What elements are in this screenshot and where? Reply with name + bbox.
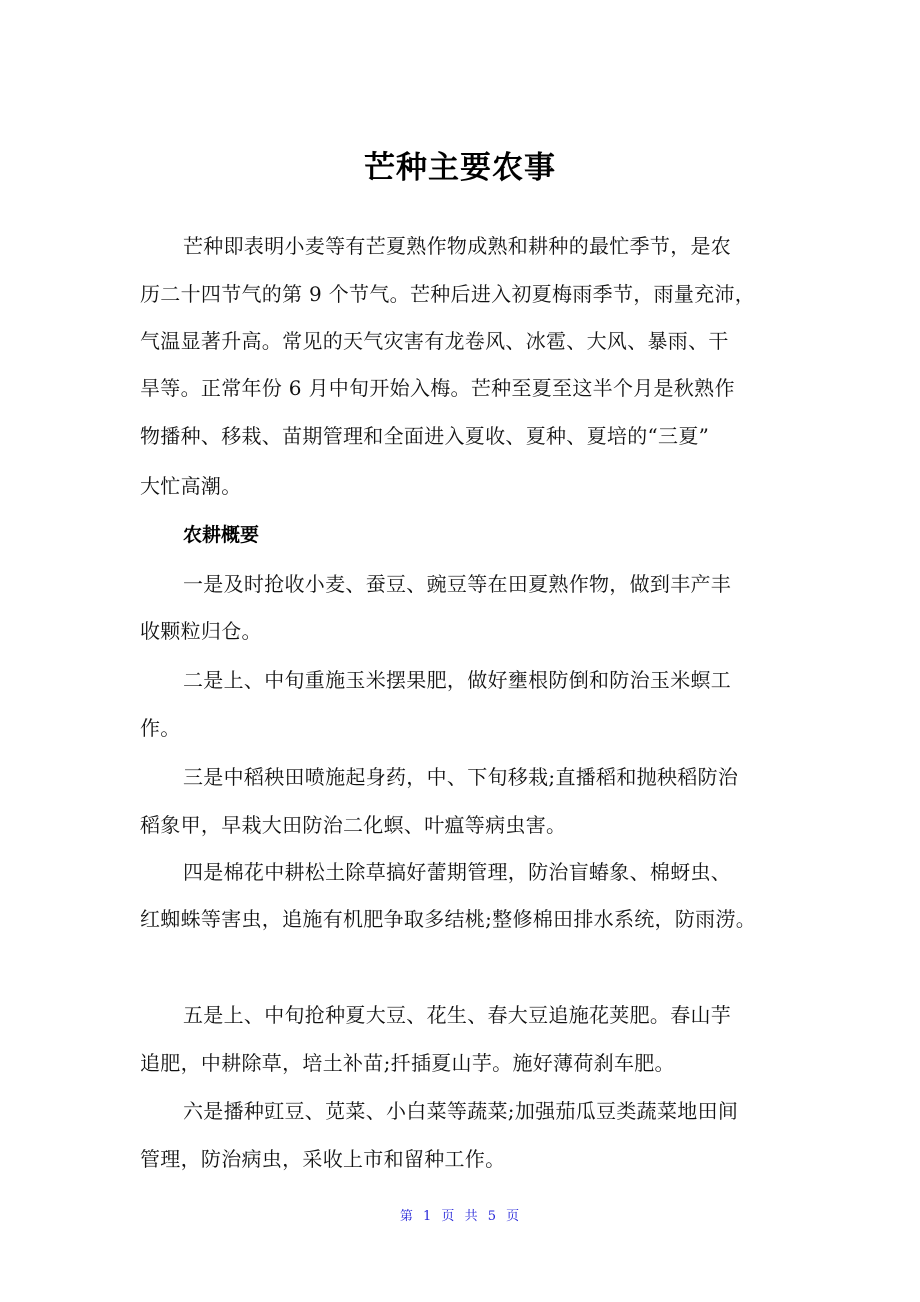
intro-line: 芒种即表明小麦等有芒夏熟作物成熟和耕种的最忙季节，是农: [183, 234, 732, 258]
page-prefix: 第: [399, 1209, 414, 1224]
item-line: 稻象甲，早栽大田防治二化螟、叶瘟等病虫害。: [140, 813, 567, 837]
item-line: 二是上、中旬重施玉米摆果肥，做好壅根防倒和防治玉米螟工: [183, 668, 732, 692]
item-line: 管理，防治病虫，采收上市和留种工作。: [140, 1147, 506, 1171]
item-line: 六是播种豇豆、苋菜、小白菜等蔬菜;加强茄瓜豆类蔬菜地田间: [183, 1099, 739, 1123]
item-line: 收颗粒归仓。: [140, 619, 262, 643]
item-line: 追肥，中耕除草，培土补苗;扦插夏山芋。施好薄荷刹车肥。: [140, 1051, 675, 1075]
total-pages-number: 5: [487, 1209, 497, 1224]
total-suffix: 页: [506, 1209, 521, 1224]
item-line: 四是棉花中耕松土除草搞好蕾期管理，防治盲蝽象、棉蚜虫、: [183, 860, 732, 884]
item-line: 一是及时抢收小麦、蚕豆、豌豆等在田夏熟作物，做到丰产丰: [183, 572, 732, 596]
total-prefix: 共: [464, 1209, 479, 1224]
page-title: 芒种主要农事: [364, 150, 556, 186]
intro-line: 大忙高潮。: [140, 474, 242, 498]
item-line: 三是中稻秧田喷施起身药，中、下旬移栽;直播稻和抛秧稻防治: [183, 765, 739, 789]
item-line: 红蜘蛛等害虫，追施有机肥争取多结桃;整修棉田排水系统，防雨涝。: [140, 907, 757, 931]
section-heading: 农耕概要: [183, 524, 260, 546]
intro-line: 历二十四节气的第 9 个节气。芒种后进入初夏梅雨季节，雨量充沛，: [140, 282, 756, 306]
item-line: 五是上、中旬抢种夏大豆、花生、春大豆追施花荚肥。春山芋: [183, 1003, 732, 1027]
intro-line: 物播种、移栽、苗期管理和全面进入夏收、夏种、夏培的“三夏”: [140, 424, 710, 448]
intro-line: 旱等。正常年份 6 月中旬开始入梅。芒种至夏至这半个月是秋熟作: [140, 376, 735, 400]
page-word: 页: [441, 1209, 456, 1224]
current-page-number: 1: [422, 1209, 433, 1224]
item-line: 作。: [140, 716, 181, 740]
page-indicator: [0, 1207, 920, 1227]
intro-line: 气温显著升高。常见的天气灾害有龙卷风、冰雹、大风、暴雨、干: [140, 329, 729, 353]
